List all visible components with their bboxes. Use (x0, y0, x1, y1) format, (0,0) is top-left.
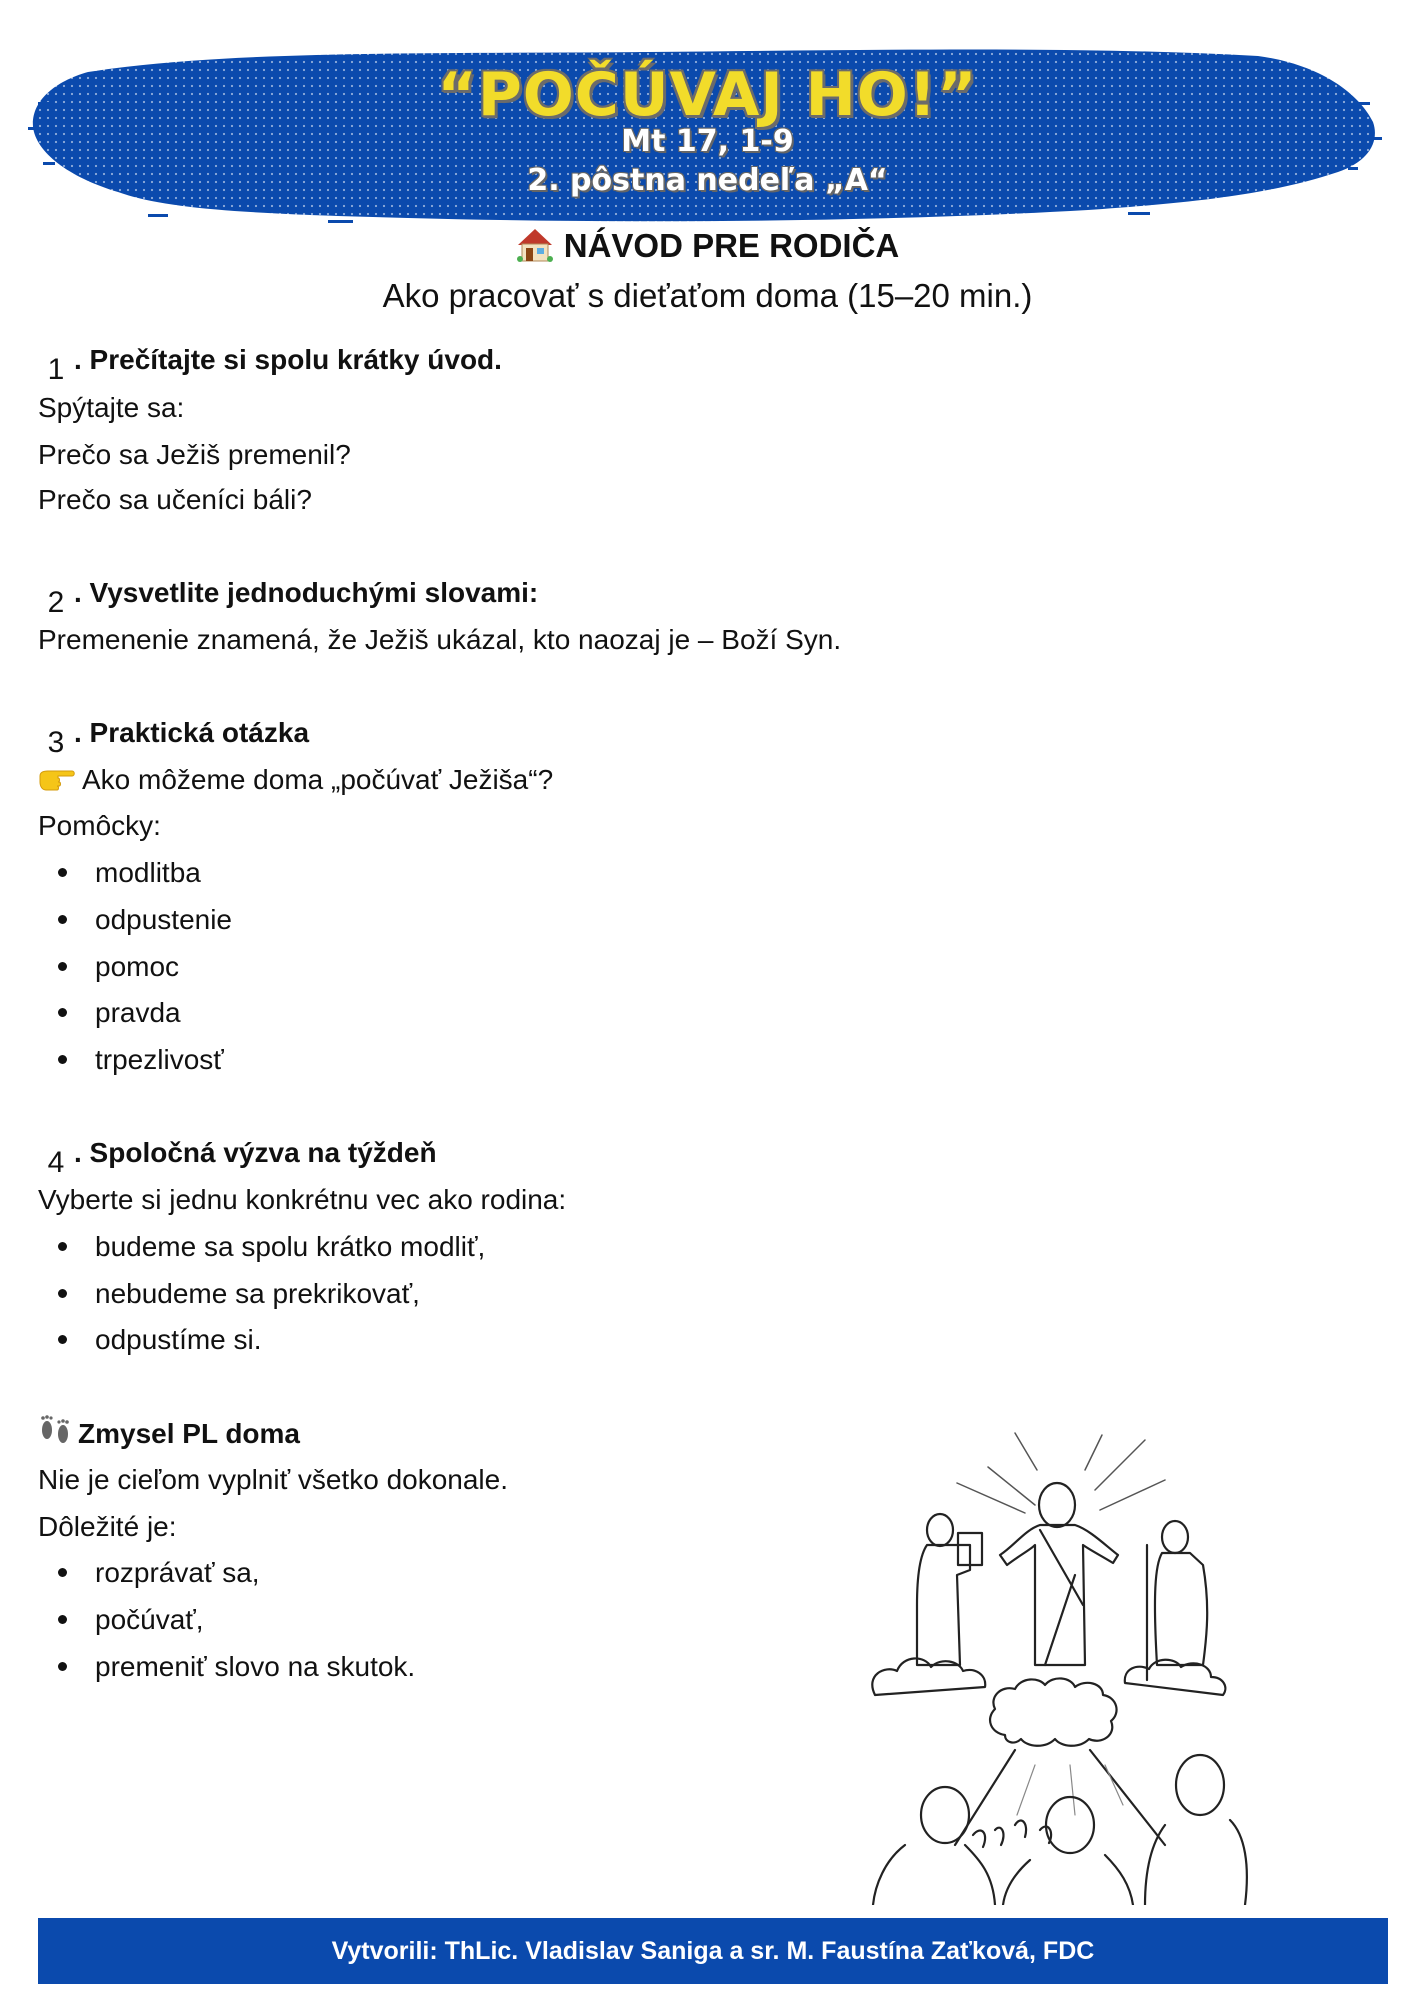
list-item (58, 1553, 260, 1593)
list-item (58, 1040, 224, 1080)
text-line: Pomôcky: (38, 810, 161, 841)
list-item (58, 1320, 262, 1360)
bullet-icon (58, 1568, 67, 1577)
text-line: Dôležité je: (38, 1511, 177, 1542)
list-item-text: budeme sa spolu krátko modliť, (95, 1231, 486, 1262)
section-2-heading (38, 573, 538, 623)
bullet-icon (58, 962, 67, 971)
bullet-icon (58, 1289, 67, 1298)
house-icon (516, 227, 554, 274)
list-item-text: trpezlivosť (95, 1044, 224, 1075)
pointing-hand-icon (38, 762, 76, 802)
section-4-heading (38, 1133, 437, 1183)
question-text: Ako môžeme doma „počúvať Ježiša“? (82, 764, 554, 795)
page-heading (0, 224, 1415, 274)
section-1-heading (38, 340, 502, 390)
list-item (58, 1647, 415, 1687)
moses-figure (917, 1514, 982, 1665)
meaning-title: Zmysel PL doma (78, 1418, 301, 1449)
transfiguration-illustration (745, 1405, 1380, 1905)
text-line: Premenenie znamená, že Ježiš ukázal, kto naozaj je – Boží Syn. (38, 624, 842, 655)
bullet-icon (58, 1662, 67, 1671)
text-line: Spýtajte sa: (38, 392, 185, 423)
section-title: . Prečítajte si spolu krátky úvod. (74, 344, 502, 375)
section-title: . Vysvetlite jednoduchými slovami: (74, 577, 539, 608)
section-title: . Praktická otázka (74, 717, 310, 748)
list-item (58, 1227, 485, 1267)
list-item-text: odpustíme si. (95, 1324, 262, 1355)
list-item-text: pomoc (95, 951, 180, 982)
text-line: Nie je cieľom vyplniť všetko dokonale. (38, 1464, 508, 1495)
list-item-text: pravda (95, 997, 181, 1028)
footer-credits: Vytvorili: ThLic. Vladislav Saniga a sr. M. Faustína Zaťková, FDC (38, 1918, 1388, 1984)
bullet-icon (58, 1615, 67, 1624)
section-title: . Spoločná výzva na týždeň (74, 1137, 437, 1168)
disciple-center (1003, 1797, 1133, 1905)
bullet-icon (58, 1008, 67, 1017)
disciple-left (873, 1787, 1003, 1905)
liturgical-sunday: 2. pôstna nedeľa „A“ (527, 163, 888, 198)
list-item (58, 947, 179, 987)
list-item-text: rozprávať sa, (95, 1557, 260, 1588)
section-3-heading (38, 713, 309, 763)
list-item-text: odpustenie (95, 904, 233, 935)
section-number: 1 (47, 353, 65, 386)
question-line (38, 760, 553, 802)
text-line: Vyberte si jednu konkrétnu vec ako rodina: (38, 1184, 567, 1215)
elijah-figure (1147, 1521, 1207, 1680)
bullet-icon (58, 868, 67, 877)
section-number: 3 (47, 726, 65, 759)
section-number: 2 (47, 586, 65, 619)
list-item-text: nebudeme sa prekrikovať, (95, 1278, 420, 1309)
text-line: Prečo sa Ježiš premenil? (38, 439, 351, 470)
main-title: “POČÚVAJ HO!” (437, 60, 978, 130)
page-title: NÁVOD PRE RODIČA (563, 227, 900, 264)
scripture-reference: Mt 17, 1-9 (621, 124, 794, 159)
list-item-text: modlitba (95, 857, 201, 888)
list-item (58, 1600, 204, 1640)
list-item (58, 993, 181, 1033)
section-number: 4 (47, 1146, 65, 1179)
list-item-text: premeniť slovo na skutok. (95, 1651, 416, 1682)
text-line: Prečo sa učeníci báli? (38, 484, 312, 515)
list-item (58, 1274, 420, 1314)
footprints-icon (38, 1413, 72, 1465)
meaning-heading (38, 1413, 300, 1465)
list-item (58, 900, 232, 940)
list-item-text: počúvať, (95, 1604, 204, 1635)
bullet-icon (58, 915, 67, 924)
bullet-icon (58, 1335, 67, 1344)
list-item (58, 853, 201, 893)
bullet-icon (58, 1055, 67, 1064)
page-subtitle: Ako pracovať s dieťaťom doma (15–20 min.) (382, 277, 1033, 314)
disciple-right (1145, 1755, 1247, 1905)
bullet-icon (58, 1242, 67, 1251)
